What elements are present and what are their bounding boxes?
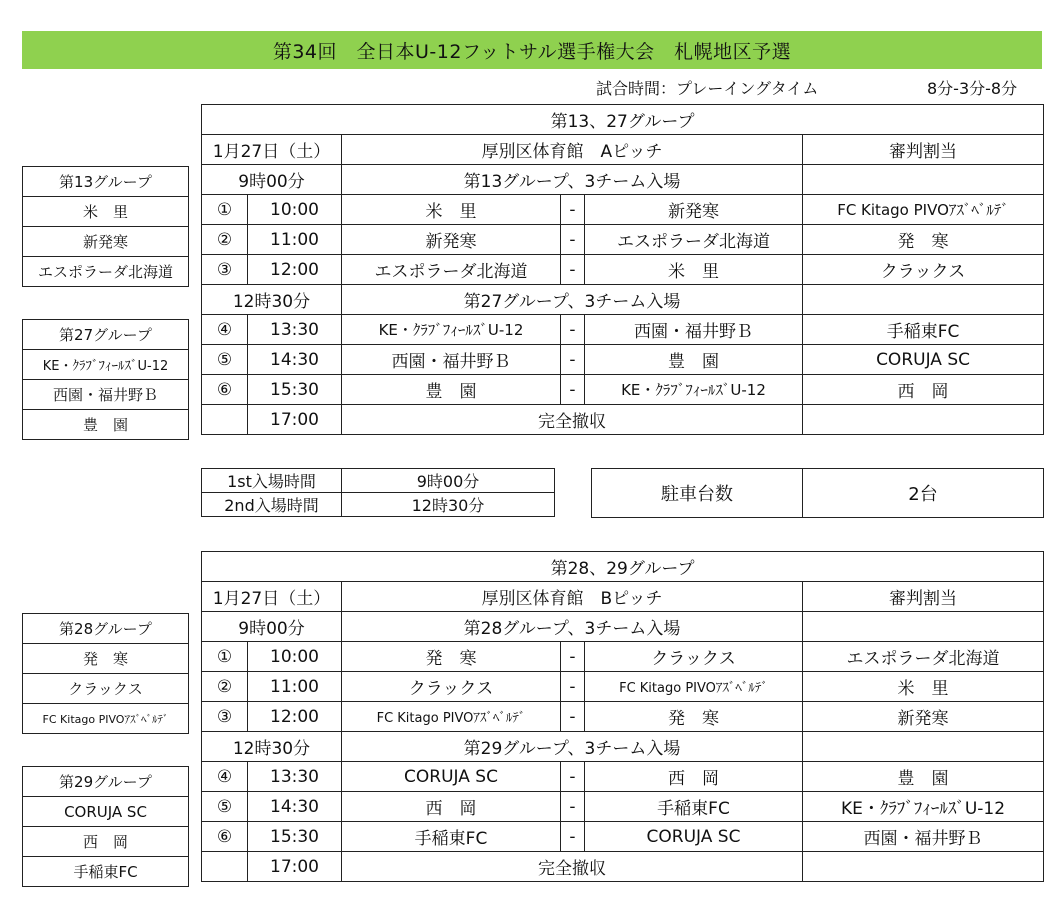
match-time: 10:00 xyxy=(248,195,342,225)
referee-header: 審判割当 xyxy=(803,135,1044,165)
entry-time-value: 9時00分 xyxy=(342,469,555,493)
match-row xyxy=(202,822,1044,852)
end-time: 17:00 xyxy=(248,852,342,882)
parking-label: 駐車台数 xyxy=(592,469,803,518)
match-number: ③ xyxy=(202,255,248,285)
group-title: 第13グループ xyxy=(23,167,189,197)
group-team: 米 里 xyxy=(23,197,189,227)
match-number: ② xyxy=(202,672,248,702)
match-number: ⑤ xyxy=(202,792,248,822)
match-time: 14:30 xyxy=(248,345,342,375)
vs-separator: - xyxy=(561,762,585,792)
vs-separator: - xyxy=(561,792,585,822)
tournament-title-banner xyxy=(22,31,1042,69)
section-header: 第13、27グループ xyxy=(202,105,1044,135)
group-team: エスポラーダ北海道 xyxy=(23,257,189,287)
home-team: 西園・福井野Ｂ xyxy=(342,345,561,375)
arrival-time: 9時00分 xyxy=(202,612,342,642)
match-row xyxy=(202,642,1044,672)
away-team: FC Kitago PIVOｱｽﾞﾍﾞﾙﾃﾞ xyxy=(585,672,803,702)
match-number: ① xyxy=(202,642,248,672)
empty-cell xyxy=(803,732,1044,762)
match-time: 13:30 xyxy=(248,762,342,792)
end-row xyxy=(202,405,1044,435)
away-team: 米 里 xyxy=(585,255,803,285)
match-time: 11:00 xyxy=(248,672,342,702)
date-cell: 1月27日（土） xyxy=(202,135,342,165)
empty-cell xyxy=(803,852,1044,882)
entry-note: 第13グループ、3チーム入場 xyxy=(342,165,803,195)
match-time-label: 試合時間：プレーイングタイム xyxy=(596,79,819,98)
tournament-title: 第34回 全日本U-12フットサル選手権大会 札幌地区予選 xyxy=(272,40,792,63)
away-team: 西園・福井野Ｂ xyxy=(585,315,803,345)
match-row xyxy=(202,315,1044,345)
vs-separator: - xyxy=(561,642,585,672)
referee-team: 発 寒 xyxy=(803,225,1044,255)
match-number: ⑥ xyxy=(202,375,248,405)
end-time: 17:00 xyxy=(248,405,342,435)
referee-team: 西園・福井野Ｂ xyxy=(803,822,1044,852)
entry-time-row xyxy=(202,493,555,517)
group-team: 西園・福井野Ｂ xyxy=(23,380,189,410)
home-team: 西 岡 xyxy=(342,792,561,822)
empty-cell xyxy=(803,405,1044,435)
entry-time-label: 1st入場時間 xyxy=(202,469,342,493)
vs-separator: - xyxy=(561,702,585,732)
match-row xyxy=(202,702,1044,732)
group-title: 第27グループ xyxy=(23,320,189,350)
group-27-list xyxy=(22,319,189,440)
vs-separator: - xyxy=(561,822,585,852)
match-time: 14:30 xyxy=(248,792,342,822)
entry-time-value: 12時30分 xyxy=(342,493,555,517)
arrival-row xyxy=(202,732,1044,762)
referee-team: エスポラーダ北海道 xyxy=(803,642,1044,672)
away-team: 発 寒 xyxy=(585,702,803,732)
home-team: 発 寒 xyxy=(342,642,561,672)
away-team: 豊 園 xyxy=(585,345,803,375)
end-row xyxy=(202,852,1044,882)
home-team: クラックス xyxy=(342,672,561,702)
match-row xyxy=(202,375,1044,405)
match-number: ⑤ xyxy=(202,345,248,375)
group-team: KE・ｸﾗﾌﾞﾌｨｰﾙｽﾞU-12 xyxy=(23,350,189,380)
vs-separator: - xyxy=(561,225,585,255)
entry-note: 第29グループ、3チーム入場 xyxy=(342,732,803,762)
referee-team: 手稲東FC xyxy=(803,315,1044,345)
group-team: 新発寒 xyxy=(23,227,189,257)
group-title: 第29グループ xyxy=(23,767,189,797)
away-team: 手稲東FC xyxy=(585,792,803,822)
match-row xyxy=(202,672,1044,702)
match-time: 10:00 xyxy=(248,642,342,672)
match-number: ④ xyxy=(202,315,248,345)
empty-cell xyxy=(202,852,248,882)
arrival-time: 12時30分 xyxy=(202,285,342,315)
vs-separator: - xyxy=(561,375,585,405)
referee-team: KE・ｸﾗﾌﾞﾌｨｰﾙｽﾞU-12 xyxy=(803,792,1044,822)
column-header-row xyxy=(202,135,1044,165)
arrival-row xyxy=(202,165,1044,195)
parking-value: 2台 xyxy=(803,469,1044,518)
vs-separator: - xyxy=(561,345,585,375)
venue-cell: 厚別区体育館 Aピッチ xyxy=(342,135,803,165)
away-team: 西 岡 xyxy=(585,762,803,792)
group-team: 豊 園 xyxy=(23,410,189,440)
group-29-list xyxy=(22,766,189,887)
home-team: CORUJA SC xyxy=(342,762,561,792)
match-time: 15:30 xyxy=(248,822,342,852)
match-row xyxy=(202,792,1044,822)
entry-times-table xyxy=(201,468,555,517)
vs-separator: - xyxy=(561,672,585,702)
referee-team: クラックス xyxy=(803,255,1044,285)
referee-team: 豊 園 xyxy=(803,762,1044,792)
match-number: ⑥ xyxy=(202,822,248,852)
match-time: 11:00 xyxy=(248,225,342,255)
home-team: 新発寒 xyxy=(342,225,561,255)
section-header-row xyxy=(202,105,1044,135)
match-number: ③ xyxy=(202,702,248,732)
group-13-list xyxy=(22,166,189,287)
section-header: 第28、29グループ xyxy=(202,552,1044,582)
vs-separator: - xyxy=(561,195,585,225)
referee-team: 米 里 xyxy=(803,672,1044,702)
entry-note: 第28グループ、3チーム入場 xyxy=(342,612,803,642)
arrival-row xyxy=(202,285,1044,315)
home-team: 豊 園 xyxy=(342,375,561,405)
match-number: ④ xyxy=(202,762,248,792)
away-team: クラックス xyxy=(585,642,803,672)
home-team: KE・ｸﾗﾌﾞﾌｨｰﾙｽﾞU-12 xyxy=(342,315,561,345)
match-time: 12:00 xyxy=(248,255,342,285)
referee-team: 新発寒 xyxy=(803,702,1044,732)
group-team: CORUJA SC xyxy=(23,797,189,827)
match-time: 12:00 xyxy=(248,702,342,732)
schedule-table-a xyxy=(201,104,1044,435)
end-label: 完全撤収 xyxy=(342,405,803,435)
referee-team: 西 岡 xyxy=(803,375,1044,405)
home-team: 手稲東FC xyxy=(342,822,561,852)
home-team: FC Kitago PIVOｱｽﾞﾍﾞﾙﾃﾞ xyxy=(342,702,561,732)
group-28-list xyxy=(22,613,189,734)
referee-team: FC Kitago PIVOｱｽﾞﾍﾞﾙﾃﾞ xyxy=(803,195,1044,225)
home-team: エスポラーダ北海道 xyxy=(342,255,561,285)
vs-separator: - xyxy=(561,255,585,285)
empty-cell xyxy=(803,285,1044,315)
entry-note: 第27グループ、3チーム入場 xyxy=(342,285,803,315)
section-header-row xyxy=(202,552,1044,582)
away-team: 新発寒 xyxy=(585,195,803,225)
arrival-time: 9時00分 xyxy=(202,165,342,195)
group-title: 第28グループ xyxy=(23,614,189,644)
arrival-row xyxy=(202,612,1044,642)
group-team: 手稲東FC xyxy=(23,857,189,887)
vs-separator: - xyxy=(561,315,585,345)
away-team: CORUJA SC xyxy=(585,822,803,852)
group-team: クラックス xyxy=(23,674,189,704)
column-header-row xyxy=(202,582,1044,612)
match-row xyxy=(202,345,1044,375)
arrival-time: 12時30分 xyxy=(202,732,342,762)
match-number: ② xyxy=(202,225,248,255)
entry-time-row xyxy=(202,469,555,493)
date-cell: 1月27日（土） xyxy=(202,582,342,612)
match-time: 13:30 xyxy=(248,315,342,345)
away-team: KE・ｸﾗﾌﾞﾌｨｰﾙｽﾞU-12 xyxy=(585,375,803,405)
match-time-value: 8分-3分-8分 xyxy=(927,79,1018,98)
match-row xyxy=(202,195,1044,225)
match-row xyxy=(202,225,1044,255)
match-row xyxy=(202,255,1044,285)
empty-cell xyxy=(803,165,1044,195)
match-row xyxy=(202,762,1044,792)
end-label: 完全撤収 xyxy=(342,852,803,882)
group-team: 発 寒 xyxy=(23,644,189,674)
home-team: 米 里 xyxy=(342,195,561,225)
parking-table xyxy=(591,468,1044,518)
group-team: 西 岡 xyxy=(23,827,189,857)
entry-time-label: 2nd入場時間 xyxy=(202,493,342,517)
match-number: ① xyxy=(202,195,248,225)
match-time: 15:30 xyxy=(248,375,342,405)
group-team: FC Kitago PIVOｱｽﾞﾍﾞﾙﾃﾞ xyxy=(23,704,189,734)
empty-cell xyxy=(803,612,1044,642)
referee-header: 審判割当 xyxy=(803,582,1044,612)
empty-cell xyxy=(202,405,248,435)
away-team: エスポラーダ北海道 xyxy=(585,225,803,255)
schedule-table-b xyxy=(201,551,1044,882)
venue-cell: 厚別区体育館 Bピッチ xyxy=(342,582,803,612)
referee-team: CORUJA SC xyxy=(803,345,1044,375)
